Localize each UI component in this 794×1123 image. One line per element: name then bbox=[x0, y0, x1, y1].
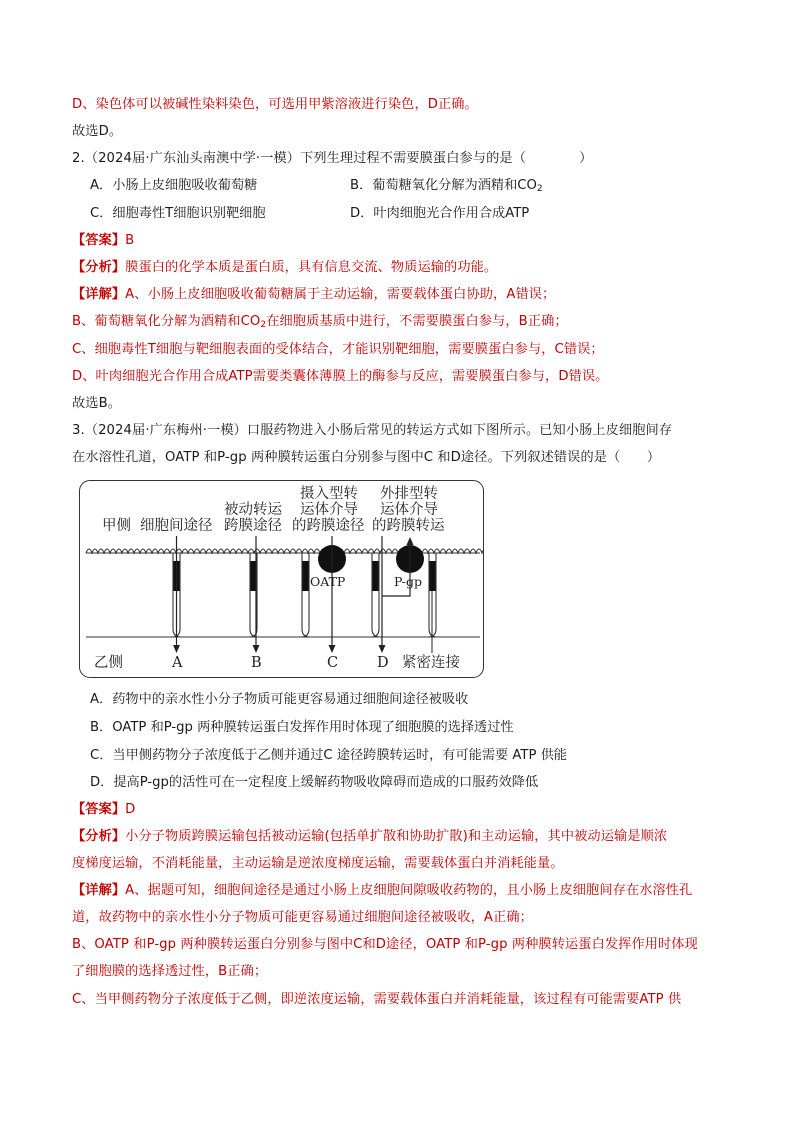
q3-answer: 【答案】D bbox=[72, 802, 136, 817]
q3-option-b: B．OATP 和P-gp 两种膜转运蛋白发挥作用时体现了细胞膜的选择透过性 bbox=[90, 720, 514, 735]
q3-detail-a-line1: 【详解】A、据题可知，细胞间途径是通过小肠上皮细胞间隙吸收药物的，且小肠上皮细胞间存在水溶性孔 bbox=[72, 883, 693, 898]
route-intercellular-label: 细胞间途径 bbox=[140, 518, 213, 534]
route-uptake-label-3: 的跨膜途径 bbox=[292, 518, 365, 534]
q2-detail-d: D、叶肉细胞光合作用合成ATP需要类囊体薄膜上的酶参与反应，需要膜蛋白参与，D错误。 bbox=[72, 369, 609, 384]
q3-detail-a-line2: 道，故药物中的亲水性小分子物质可能更容易通过细胞间途径被吸收，A正确； bbox=[72, 910, 533, 925]
side-a-label: 甲侧 bbox=[102, 518, 131, 534]
q3-detail-c-line1: C、当甲侧药物分子浓度低于乙侧，即逆浓度运输，需要载体蛋白并消耗能量，该过程有可能需要ATP 供 bbox=[72, 992, 682, 1007]
q1-detail-d: D、染色体可以被碱性染料染色，可选用甲紫溶液进行染色，D正确。 bbox=[72, 97, 478, 112]
q3-title-line2: 在水溶性孔道，OATP 和P-gp 两种膜转运蛋白分别参与图中C 和D途径。下列叙述错误的是（ ） bbox=[72, 450, 661, 465]
q2-detail-c: C、细胞毒性T细胞与靶细胞表面的受体结合，才能识别靶细胞，需要膜蛋白参与，C错误； bbox=[72, 342, 604, 357]
q2-detail-b: B、葡萄糖氧化分解为酒精和$CO_2$在细胞质基质中进行，不需要膜蛋白参与，B正确； bbox=[72, 314, 568, 330]
route-efflux-label-1: 外排型转 bbox=[380, 486, 438, 502]
route-efflux-label-2: 运体介导 bbox=[380, 502, 438, 518]
route-efflux-label-3: 的跨膜转运 bbox=[372, 518, 445, 534]
route-passive-label-2: 跨膜途径 bbox=[224, 518, 282, 534]
transport-diagram bbox=[79, 480, 484, 678]
q2-option-d: D．叶肉细胞光合作用合成ATP bbox=[350, 206, 530, 221]
route-b-label: B bbox=[251, 655, 262, 671]
pgp-label: P-gp bbox=[394, 574, 422, 589]
route-passive-label-1: 被动转运 bbox=[224, 502, 282, 518]
q1-conclusion: 故选D。 bbox=[72, 124, 123, 139]
side-b-label: 乙侧 bbox=[94, 655, 123, 671]
q3-option-c: C．当甲侧药物分子浓度低于乙侧并通过C 途径跨膜转运时，有可能需要 ATP 供能 bbox=[90, 748, 567, 763]
q3-option-a: A．药物中的亲水性小分子物质可能更容易通过细胞间途径被吸收 bbox=[90, 692, 469, 707]
q2-analysis: 【分析】膜蛋白的化学本质是蛋白质，具有信息交流、物质运输的功能。 bbox=[72, 260, 498, 275]
q3-option-d: D．提高P-gp的活性可在一定程度上缓解药物吸收障碍而造成的口服药效降低 bbox=[90, 775, 539, 790]
q2-answer: 【答案】B bbox=[72, 233, 135, 248]
route-uptake-label-2: 运体介导 bbox=[300, 502, 358, 518]
q3-analysis-line1: 【分析】小分子物质跨膜运输包括被动运输(包括单扩散和协助扩散)和主动运输，其中被动运输是顺浓 bbox=[72, 829, 668, 844]
q3-detail-b-line2: 了细胞膜的选择透过性，B正确； bbox=[72, 964, 268, 979]
q2-title: 2.（2024届·广东汕头南澳中学·一模）下列生理过程不需要膜蛋白参与的是（ ） bbox=[72, 151, 593, 166]
q3-analysis-line2: 度梯度运输，不消耗能量，主动运输是逆浓度梯度运输，需要载体蛋白并消耗能量。 bbox=[72, 856, 564, 871]
q2-option-a: A．小肠上皮细胞吸收葡萄糖 bbox=[90, 178, 258, 193]
route-c-label: C bbox=[327, 655, 339, 671]
q3-title-line1: 3.（2024届·广东梅州·一模）口服药物进入小肠后常见的转运方式如下图所示。已知小肠上皮细胞间存 bbox=[72, 423, 673, 438]
route-a-label: A bbox=[172, 655, 183, 671]
route-d-label: D bbox=[377, 655, 389, 671]
q2-conclusion: 故选B。 bbox=[72, 396, 122, 411]
route-uptake-label-1: 摄入型转 bbox=[300, 486, 358, 502]
q2-option-b: B．葡萄糖氧化分解为酒精和$CO_2$ bbox=[350, 178, 543, 194]
tight-junction-label: 紧密连接 bbox=[402, 655, 460, 671]
oatp-label: OATP bbox=[310, 574, 346, 589]
q2-option-c: C．细胞毒性T细胞识别靶细胞 bbox=[90, 206, 266, 221]
q3-detail-b-line1: B、OATP 和P-gp 两种膜转运蛋白分别参与图中C和D途径，OATP 和P-gp 两种膜转运蛋白发挥作用时体现 bbox=[72, 937, 698, 952]
q2-detail-a: 【详解】A、小肠上皮细胞吸收葡萄糖属于主动运输，需要载体蛋白协助，A错误； bbox=[72, 287, 556, 302]
